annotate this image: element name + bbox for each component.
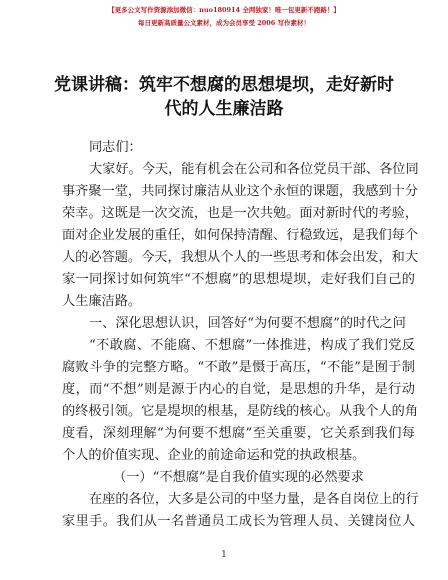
promo-banner-line-2: 每日更新高质量公文素材，成为会员享受 2006 写作素材！ [137,19,311,27]
paragraph-line: 人的必答题。今天，我想从个人的一些思考和体会出发，和大 [62,250,419,265]
subsection-heading: （一）“不想腐”是自我价值实现的必然要求 [113,470,364,485]
document-title [50,73,398,121]
paragraph-line: 家里手。我们从一名普通员工成长为管理人员、关键岗位人 [62,514,415,529]
paragraph-line: 面对企业发展的重任，如何保持清醒、行稳致远，是我们每个 [62,228,419,243]
page-number: 1 [221,550,227,560]
paragraph-line: 度，而“不想”则是源于内心的自觉，是思想的升华，是行动 [62,382,415,397]
paragraph-line: 荣幸。这既是一次交流，也是一次共勉。面对新时代的考验， [62,206,419,221]
paragraph-line: 在座的各位，大多是公司的中坚力量，是各自岗位上的行 [89,492,419,507]
paragraph-line: 人生廉洁路。 [62,294,142,309]
document-title-line-1: 党课讲稿：筑牢不想腐的思想堤坝，走好新时 [54,75,394,95]
section-heading: 一、深化思想认识，回答好“为何要不想腐”的时代之问 [89,316,406,331]
promo-banner-line-1: 【更多公文写作资源添加微信：nuo180914 全网独家！唯一包更新不跑路！】 [108,6,340,14]
document-title-line-2: 代的人生廉洁路 [164,99,284,119]
paragraph-line: 家一同探讨如何筑牢“不想腐”的思想堤坝，走好我们自己的 [62,272,415,287]
paragraph-line: 大家好。今天，能有机会在公司和各位党员干部、各位同 [89,162,419,177]
paragraph-line: 事齐聚一堂，共同探讨廉洁从业这个永恒的课题，我感到十分 [62,184,419,199]
paragraph-line: 的终极引领。它是堤坝的根基，是防线的核心。从我个人的角 [62,404,419,419]
paragraph-line: 个人的价值实现、企业的前途命运和党的执政根基。 [62,448,366,463]
paragraph-line: 度看，深刻理解“为何要不想腐”至关重要，它关系到我们每 [62,426,415,441]
paragraph-line: “不敢腐、不能腐、不想腐”一体推进，构成了我们党反 [89,338,415,353]
salutation: 同志们： [89,140,142,155]
paragraph-line: 腐败斗争的完整方略。“不敢”是慑于高压，“不能”是囿于制 [62,360,415,375]
